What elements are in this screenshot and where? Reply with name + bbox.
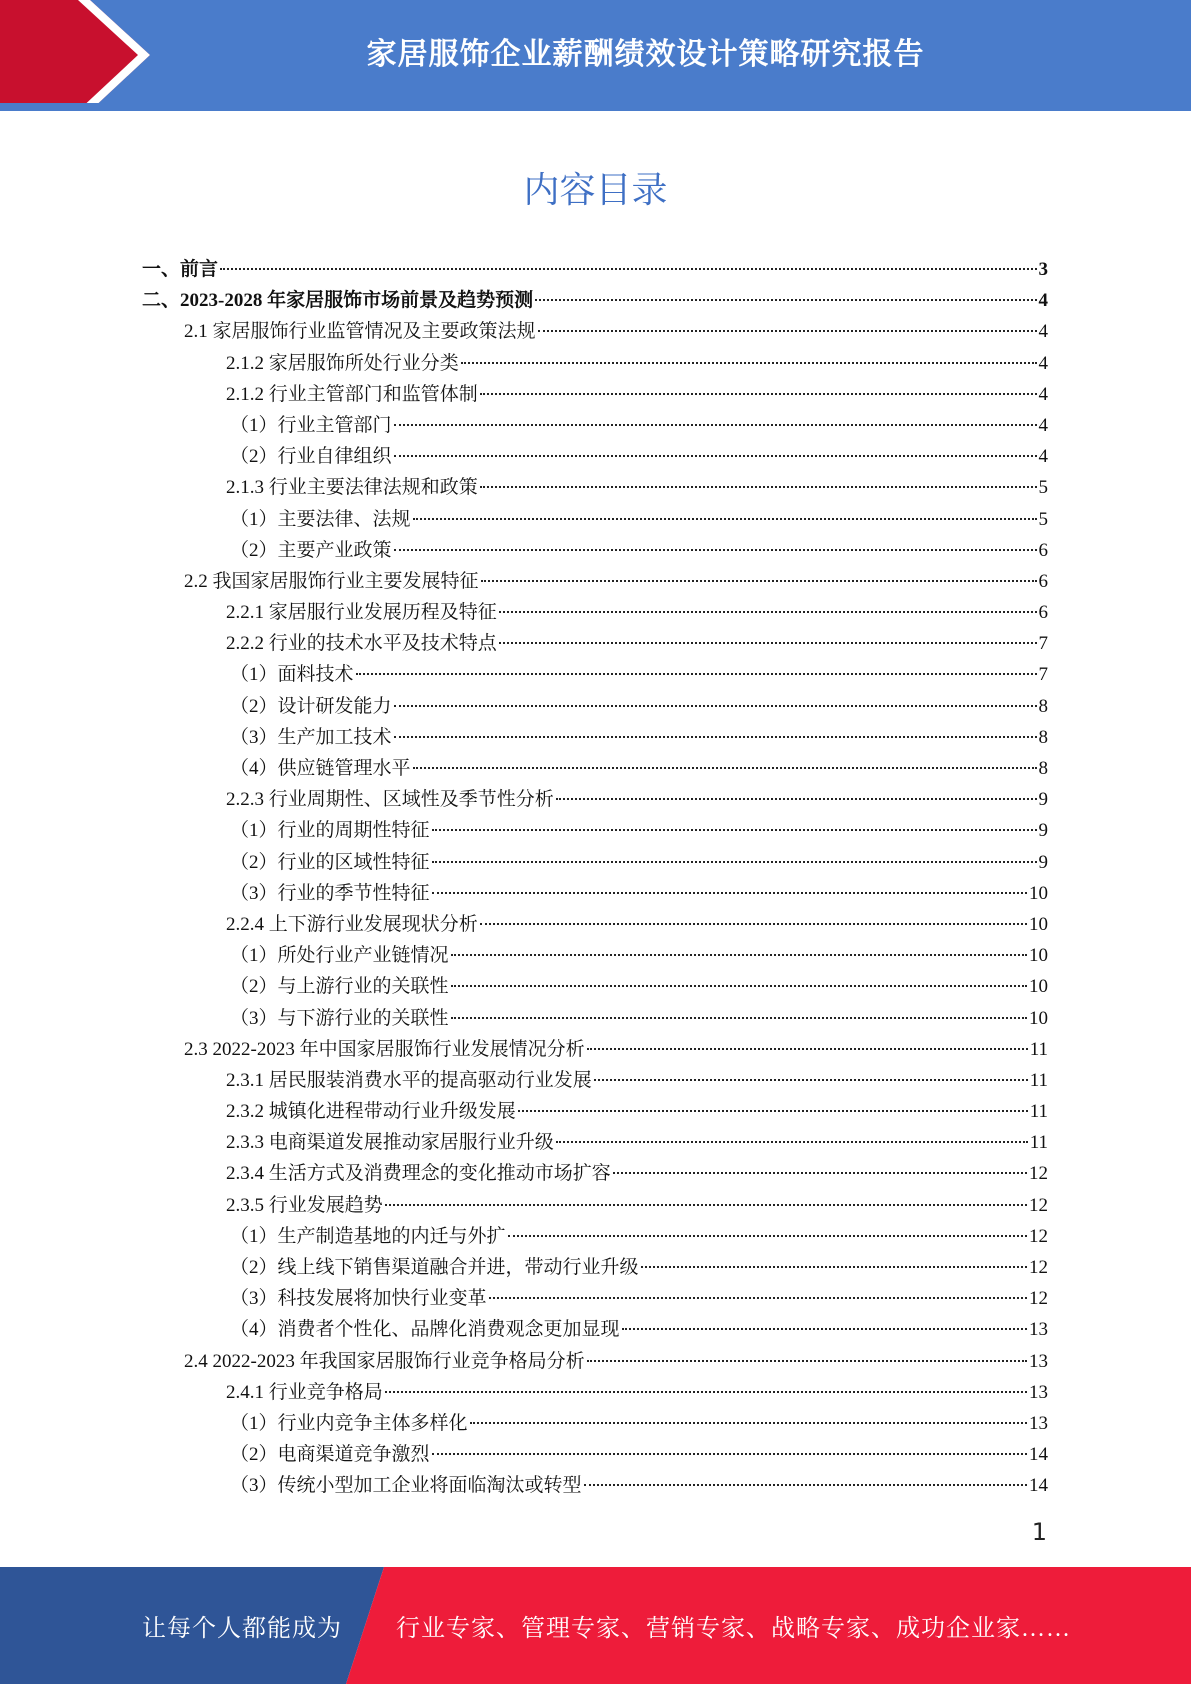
toc-entry-label: （2）行业自律组织 (230, 446, 392, 468)
toc-entry-label: （2）与上游行业的关联性 (230, 976, 449, 998)
toc-dot-leader (385, 1204, 1027, 1206)
toc-dot-leader (394, 736, 1037, 738)
toc-entry-page: 8 (1038, 758, 1048, 779)
toc-entry-page: 4 (1038, 383, 1048, 405)
toc-entry-label: 2.1.3 行业主要法律法规和政策 (226, 477, 478, 499)
toc-entry-page: 4 (1038, 414, 1048, 436)
toc-dot-leader (535, 299, 1036, 301)
toc-entry-page: 13 (1029, 1381, 1048, 1403)
header-red-arrow (0, 0, 150, 111)
toc-entry[interactable] (142, 1377, 1048, 1408)
toc-dot-leader (451, 985, 1027, 987)
toc-dot-leader (356, 673, 1037, 675)
toc-entry[interactable] (142, 1252, 1048, 1283)
toc-entry[interactable] (142, 1470, 1048, 1501)
toc-dot-leader (518, 1110, 1028, 1112)
toc-entry[interactable] (142, 1439, 1048, 1470)
toc-entry[interactable] (142, 1408, 1048, 1439)
toc-entry-label: （2）线上线下销售渠道融合并进，带动行业升级 (230, 1257, 639, 1278)
toc-entry-page: 11 (1029, 1069, 1048, 1091)
toc-entry-label: （1）主要法律、法规 (230, 508, 411, 530)
toc-entry-label: （3）传统小型加工企业将面临淘汰或转型 (230, 1475, 582, 1497)
toc-entry-page: 12 (1029, 1194, 1048, 1216)
toc-entry-label: （1）行业的周期性特征 (230, 820, 430, 842)
toc-entry-page: 9 (1038, 851, 1048, 873)
toc-entry-label: （4）消费者个性化、品牌化消费观念更加显现 (230, 1319, 620, 1341)
toc-entry-page: 11 (1029, 1038, 1048, 1060)
toc-dot-leader (480, 923, 1027, 925)
toc-entry[interactable] (142, 847, 1048, 878)
toc-dot-leader (461, 362, 1037, 364)
page-footer (0, 1567, 1191, 1684)
toc-entry-label: 一、前言 (142, 259, 219, 280)
toc-dot-leader (394, 424, 1037, 426)
toc-dot-leader (413, 767, 1037, 769)
toc-entry-label: （1）行业主管部门 (230, 414, 392, 436)
toc-entry-label: 2.1.2 家居服饰所处行业分类 (226, 352, 459, 374)
page-header (0, 0, 1191, 111)
toc-entry-label: 2.3 2022-2023 年中国家居服饰行业发展情况分析 (184, 1038, 585, 1060)
toc-entry[interactable] (142, 628, 1048, 659)
toc-entry-label: （3）生产加工技术 (230, 726, 392, 748)
toc-entry-page: 10 (1029, 1007, 1048, 1029)
page-number: 1 (1031, 1518, 1047, 1546)
toc-entry-label: 2.2.3 行业周期性、区域性及季节性分析 (226, 789, 554, 811)
toc-entry-label: 2.3.1 居民服装消费水平的提高驱动行业发展 (226, 1069, 592, 1091)
header-bottom-line (0, 103, 1191, 111)
toc-entry-page: 6 (1038, 602, 1048, 624)
toc-entry-page: 12 (1029, 1225, 1048, 1247)
toc-entry-page: 11 (1029, 1101, 1048, 1123)
toc-entry[interactable] (142, 1283, 1048, 1314)
report-title: 家居服饰企业薪酬绩效设计策略研究报告 (366, 36, 925, 72)
toc-dot-leader (587, 1360, 1027, 1362)
toc-entry[interactable] (142, 597, 1048, 628)
toc-dot-leader (432, 861, 1037, 863)
toc-entry-label: （1）所处行业产业链情况 (230, 945, 449, 967)
toc-dot-leader (394, 455, 1037, 457)
toc-dot-leader (622, 1328, 1027, 1330)
toc-entry[interactable] (142, 940, 1048, 971)
toc-entry-page: 10 (1029, 913, 1048, 935)
toc-entry-label: （2）电商渠道竞争激烈 (230, 1444, 430, 1466)
toc-entry-page: 10 (1029, 976, 1048, 998)
toc-entry[interactable] (142, 1346, 1048, 1377)
toc-entry-page: 8 (1038, 695, 1048, 717)
toc-entry[interactable] (142, 254, 1048, 285)
toc-entry-label: （2）行业的区域性特征 (230, 851, 430, 873)
toc-entry[interactable] (142, 659, 1048, 690)
toc-entry-page: 10 (1029, 882, 1048, 904)
footer-slogan-left: 让每个人都能成为 (142, 1616, 342, 1642)
toc-dot-leader (489, 1297, 1027, 1299)
toc-entry-page: 4 (1038, 321, 1048, 343)
toc-entry-page: 10 (1029, 945, 1048, 967)
toc-dot-leader (451, 954, 1027, 956)
toc-entry[interactable] (142, 753, 1048, 784)
toc-entry-label: （2）设计研发能力 (230, 695, 392, 717)
toc-entry[interactable] (142, 285, 1048, 316)
toc-entry-label: 2.3.5 行业发展趋势 (226, 1194, 383, 1216)
toc-entry-label: 2.2.1 家居服行业发展历程及特征 (226, 602, 497, 624)
toc-entry[interactable] (142, 441, 1048, 472)
toc-entry-label: 2.4.1 行业竞争格局 (226, 1381, 383, 1403)
toc-entry[interactable] (142, 815, 1048, 846)
toc-dot-leader (432, 892, 1027, 894)
toc-entry-page: 12 (1029, 1288, 1048, 1310)
toc-entry-page: 4 (1038, 352, 1048, 374)
toc-dot-leader (556, 798, 1037, 800)
toc-entry-page: 4 (1038, 446, 1048, 468)
toc-dot-leader (499, 642, 1037, 644)
toc-entry-page: 3 (1038, 259, 1048, 280)
toc-dot-leader (394, 549, 1037, 551)
toc-entry-page: 4 (1038, 290, 1048, 312)
toc-entry-page: 11 (1029, 1132, 1048, 1154)
toc-dot-leader (480, 393, 1037, 395)
toc-dot-leader (587, 1048, 1028, 1050)
toc-entry-page: 14 (1029, 1475, 1048, 1497)
toc-entry[interactable] (142, 691, 1048, 722)
toc-entry-page: 6 (1038, 570, 1048, 592)
toc-entry[interactable] (142, 1158, 1048, 1189)
toc-entry-label: （3）行业的季节性特征 (230, 882, 430, 904)
toc-dot-leader (432, 829, 1037, 831)
toc-entry[interactable] (142, 1314, 1048, 1345)
toc-entry-label: 二、2023-2028 年家居服饰市场前景及趋势预测 (142, 290, 534, 312)
toc-heading: 内容目录 (523, 170, 668, 211)
toc-entry-page: 6 (1038, 539, 1048, 561)
toc-entry[interactable] (142, 1190, 1048, 1221)
toc-entry-page: 13 (1029, 1412, 1048, 1434)
toc-dot-leader (394, 705, 1037, 707)
toc-dot-leader (584, 1484, 1027, 1486)
toc-dot-leader (480, 486, 1037, 488)
toc-entry-page: 12 (1029, 1257, 1048, 1278)
toc-entry-page: 7 (1038, 664, 1048, 686)
footer-slogan-right: 行业专家、管理专家、营销专家、战略专家、成功企业家…… (396, 1616, 1071, 1642)
toc-entry-label: （2）主要产业政策 (230, 539, 392, 561)
toc-entry[interactable] (142, 784, 1048, 815)
toc-entry[interactable] (142, 316, 1048, 347)
toc-dot-leader (556, 1141, 1028, 1143)
toc-dot-leader (451, 1017, 1027, 1019)
toc-entry-label: 2.1 家居服饰行业监管情况及主要政策法规 (184, 321, 536, 343)
toc-entry[interactable] (142, 1221, 1048, 1252)
toc-entry-page: 12 (1029, 1163, 1048, 1185)
toc-entry[interactable] (142, 971, 1048, 1002)
toc-entry-page: 8 (1038, 726, 1048, 748)
toc-dot-leader (432, 1453, 1027, 1455)
toc-entry-page: 5 (1038, 477, 1048, 499)
toc-entry-label: 2.4 2022-2023 年我国家居服饰行业竞争格局分析 (184, 1350, 585, 1372)
toc-entry-page: 14 (1029, 1444, 1048, 1466)
toc-dot-leader (499, 611, 1037, 613)
toc-entry-label: （1）面料技术 (230, 664, 354, 686)
toc-dot-leader (613, 1172, 1027, 1174)
toc-entry-label: （3）科技发展将加快行业变革 (230, 1288, 487, 1310)
toc-entry[interactable] (142, 878, 1048, 909)
toc-entry-page: 13 (1029, 1319, 1048, 1341)
toc-entry[interactable] (142, 472, 1048, 503)
toc-dot-leader (538, 330, 1037, 332)
toc-entry-page: 7 (1038, 633, 1048, 655)
toc-entry-page: 13 (1029, 1350, 1048, 1372)
toc-entry-page: 9 (1038, 789, 1048, 811)
toc-entry[interactable] (142, 1096, 1048, 1127)
toc-entry[interactable] (142, 348, 1048, 379)
toc-entry-label: 2.3.4 生活方式及消费理念的变化推动市场扩容 (226, 1163, 611, 1185)
toc-dot-leader (470, 1422, 1027, 1424)
toc-dot-leader (413, 518, 1037, 520)
toc-dot-leader (508, 1235, 1027, 1237)
toc-entry-label: 2.1.2 行业主管部门和监管体制 (226, 383, 478, 405)
toc-entry[interactable] (142, 1065, 1048, 1096)
toc-entry[interactable] (142, 410, 1048, 441)
toc-dot-leader (594, 1079, 1028, 1081)
toc-dot-leader (481, 580, 1037, 582)
toc-entry-label: 2.2.4 上下游行业发展现状分析 (226, 913, 478, 935)
toc-entry[interactable] (142, 722, 1048, 753)
toc-entry-label: （1）生产制造基地的内迁与外扩 (230, 1225, 506, 1247)
toc-entry-label: 2.3.2 城镇化进程带动行业升级发展 (226, 1101, 516, 1123)
toc-dot-leader (385, 1391, 1027, 1393)
toc-entry[interactable] (142, 379, 1048, 410)
toc-dot-leader (641, 1266, 1027, 1268)
toc-entry-label: （3）与下游行业的关联性 (230, 1007, 449, 1029)
toc-entry[interactable] (142, 566, 1048, 597)
toc-entry[interactable] (142, 1034, 1048, 1065)
toc-entry[interactable] (142, 504, 1048, 535)
toc-entry-label: （1）行业内竞争主体多样化 (230, 1412, 468, 1434)
toc-entry-page: 5 (1038, 508, 1048, 530)
table-of-contents (142, 254, 1048, 1502)
toc-entry-label: 2.2.2 行业的技术水平及技术特点 (226, 633, 497, 655)
toc-entry-label: （4）供应链管理水平 (230, 758, 411, 779)
toc-entry-page: 9 (1038, 820, 1048, 842)
toc-entry[interactable] (142, 535, 1048, 566)
toc-entry-label: 2.3.3 电商渠道发展推动家居服行业升级 (226, 1132, 554, 1154)
toc-entry[interactable] (142, 1127, 1048, 1158)
toc-entry[interactable] (142, 1003, 1048, 1034)
toc-entry[interactable] (142, 909, 1048, 940)
toc-dot-leader (220, 268, 1036, 270)
toc-entry-label: 2.2 我国家居服饰行业主要发展特征 (184, 570, 479, 592)
